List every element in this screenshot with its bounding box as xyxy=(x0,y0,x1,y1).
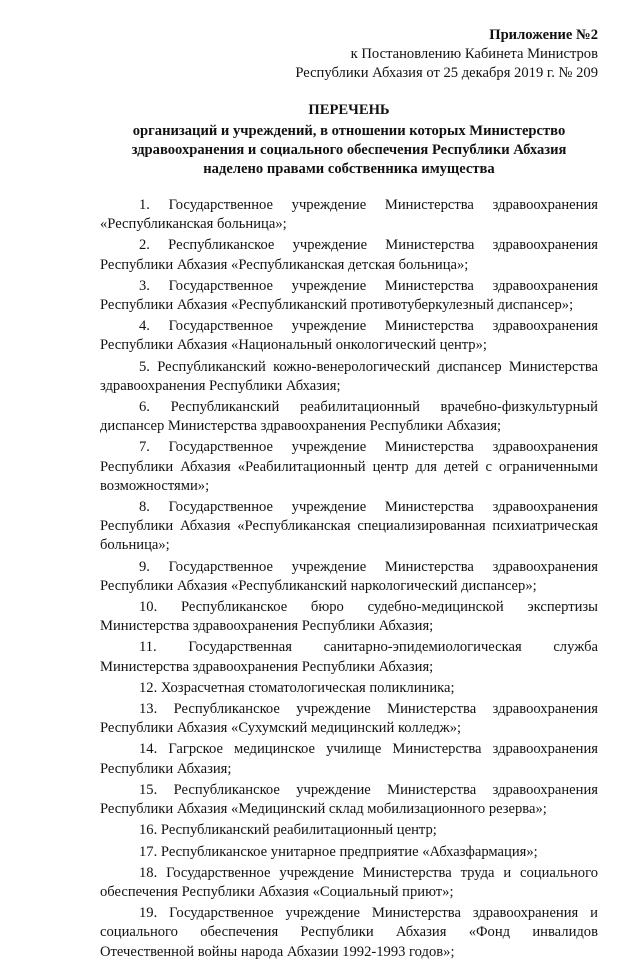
organization-list xyxy=(100,196,598,962)
list-item: 11. Государственная санитарно-эпидемиологическая служба Министерства здравоохранения Республики Абхазия; xyxy=(100,639,598,675)
annex-header xyxy=(100,26,598,83)
annex-reference-date: Республики Абхазия от 25 декабря 2019 г. № 209 xyxy=(295,65,598,81)
list-item: 12. Хозрасчетная стоматологическая поликлиника; xyxy=(139,679,455,696)
heading-line: организаций и учреждений, в отношении которых Министерство xyxy=(132,123,566,139)
document-heading xyxy=(100,122,598,179)
list-item: 1. Государственное учреждение Министерства здравоохранения «Республиканская больница»; xyxy=(100,197,598,233)
annex-title: Приложение №2 xyxy=(489,27,598,43)
heading-line: наделено правами собственника имущества xyxy=(203,161,495,177)
list-item: 2. Республиканское учреждение Министерства здравоохранения Республики Абхазия «Республиканская детская больница»; xyxy=(100,237,598,273)
list-item: 17. Республиканское унитарное предприятие «Абхазфармация»; xyxy=(139,843,538,860)
list-item: 18. Государственное учреждение Министерства труда и социального обеспечения Республики Абхазия «Социальный приют»; xyxy=(100,864,598,900)
list-item: 9. Государственное учреждение Министерства здравоохранения Республики Абхазия «Республиканский наркологический диспансер»; xyxy=(100,558,598,594)
list-item: 4. Государственное учреждение Министерства здравоохранения Республики Абхазия «Национальный онкологический центр»; xyxy=(100,318,598,354)
list-item: 5. Республиканский кожно-венерологический диспансер Министерства здравоохранения Республики Абхазия; xyxy=(100,358,598,394)
list-item: 13. Республиканское учреждение Министерства здравоохранения Республики Абхазия «Сухумский медицинский колледж»; xyxy=(100,701,598,737)
list-item: 8. Государственное учреждение Министерства здравоохранения Республики Абхазия «Республиканская специализированная психиатрическая больница»; xyxy=(100,499,598,554)
list-item: 14. Гагрское медицинское училище Министерства здравоохранения Республики Абхазия; xyxy=(100,741,598,777)
list-item: 7. Государственное учреждение Министерства здравоохранения Республики Абхазия «Реабилитационный центр для детей с ограниченными возможностями»; xyxy=(100,439,598,494)
document-title: ПЕРЕЧЕНЬ xyxy=(308,102,390,118)
heading-line: здравоохранения и социального обеспечения Республики Абхазия xyxy=(131,142,567,158)
annex-reference-line: к Постановлению Кабинета Министров xyxy=(350,46,598,62)
list-item: 15. Республиканское учреждение Министерства здравоохранения Республики Абхазия «Медицинский склад мобилизационного резерва»; xyxy=(100,781,598,818)
list-item: 16. Республиканский реабилитационный центр; xyxy=(139,822,437,839)
list-item: 19. Государственное учреждение Министерства здравоохранения и социального обеспечения Республики Абхазия «Фонд инвалидов Отечественной войны народа Абхазии 1992-1993 годов»; xyxy=(100,905,598,960)
list-item: 3. Государственное учреждение Министерства здравоохранения Республики Абхазия «Республиканский противотуберкулезный диспансер»; xyxy=(100,277,598,314)
list-item: 10. Республиканское бюро судебно-медицинской экспертизы Министерства здравоохранения Республики Абхазия; xyxy=(100,599,598,635)
list-item: 6. Республиканский реабилитационный врачебно-физкультурный диспансер Министерства здравоохранения Республики Абхазия; xyxy=(100,399,598,435)
